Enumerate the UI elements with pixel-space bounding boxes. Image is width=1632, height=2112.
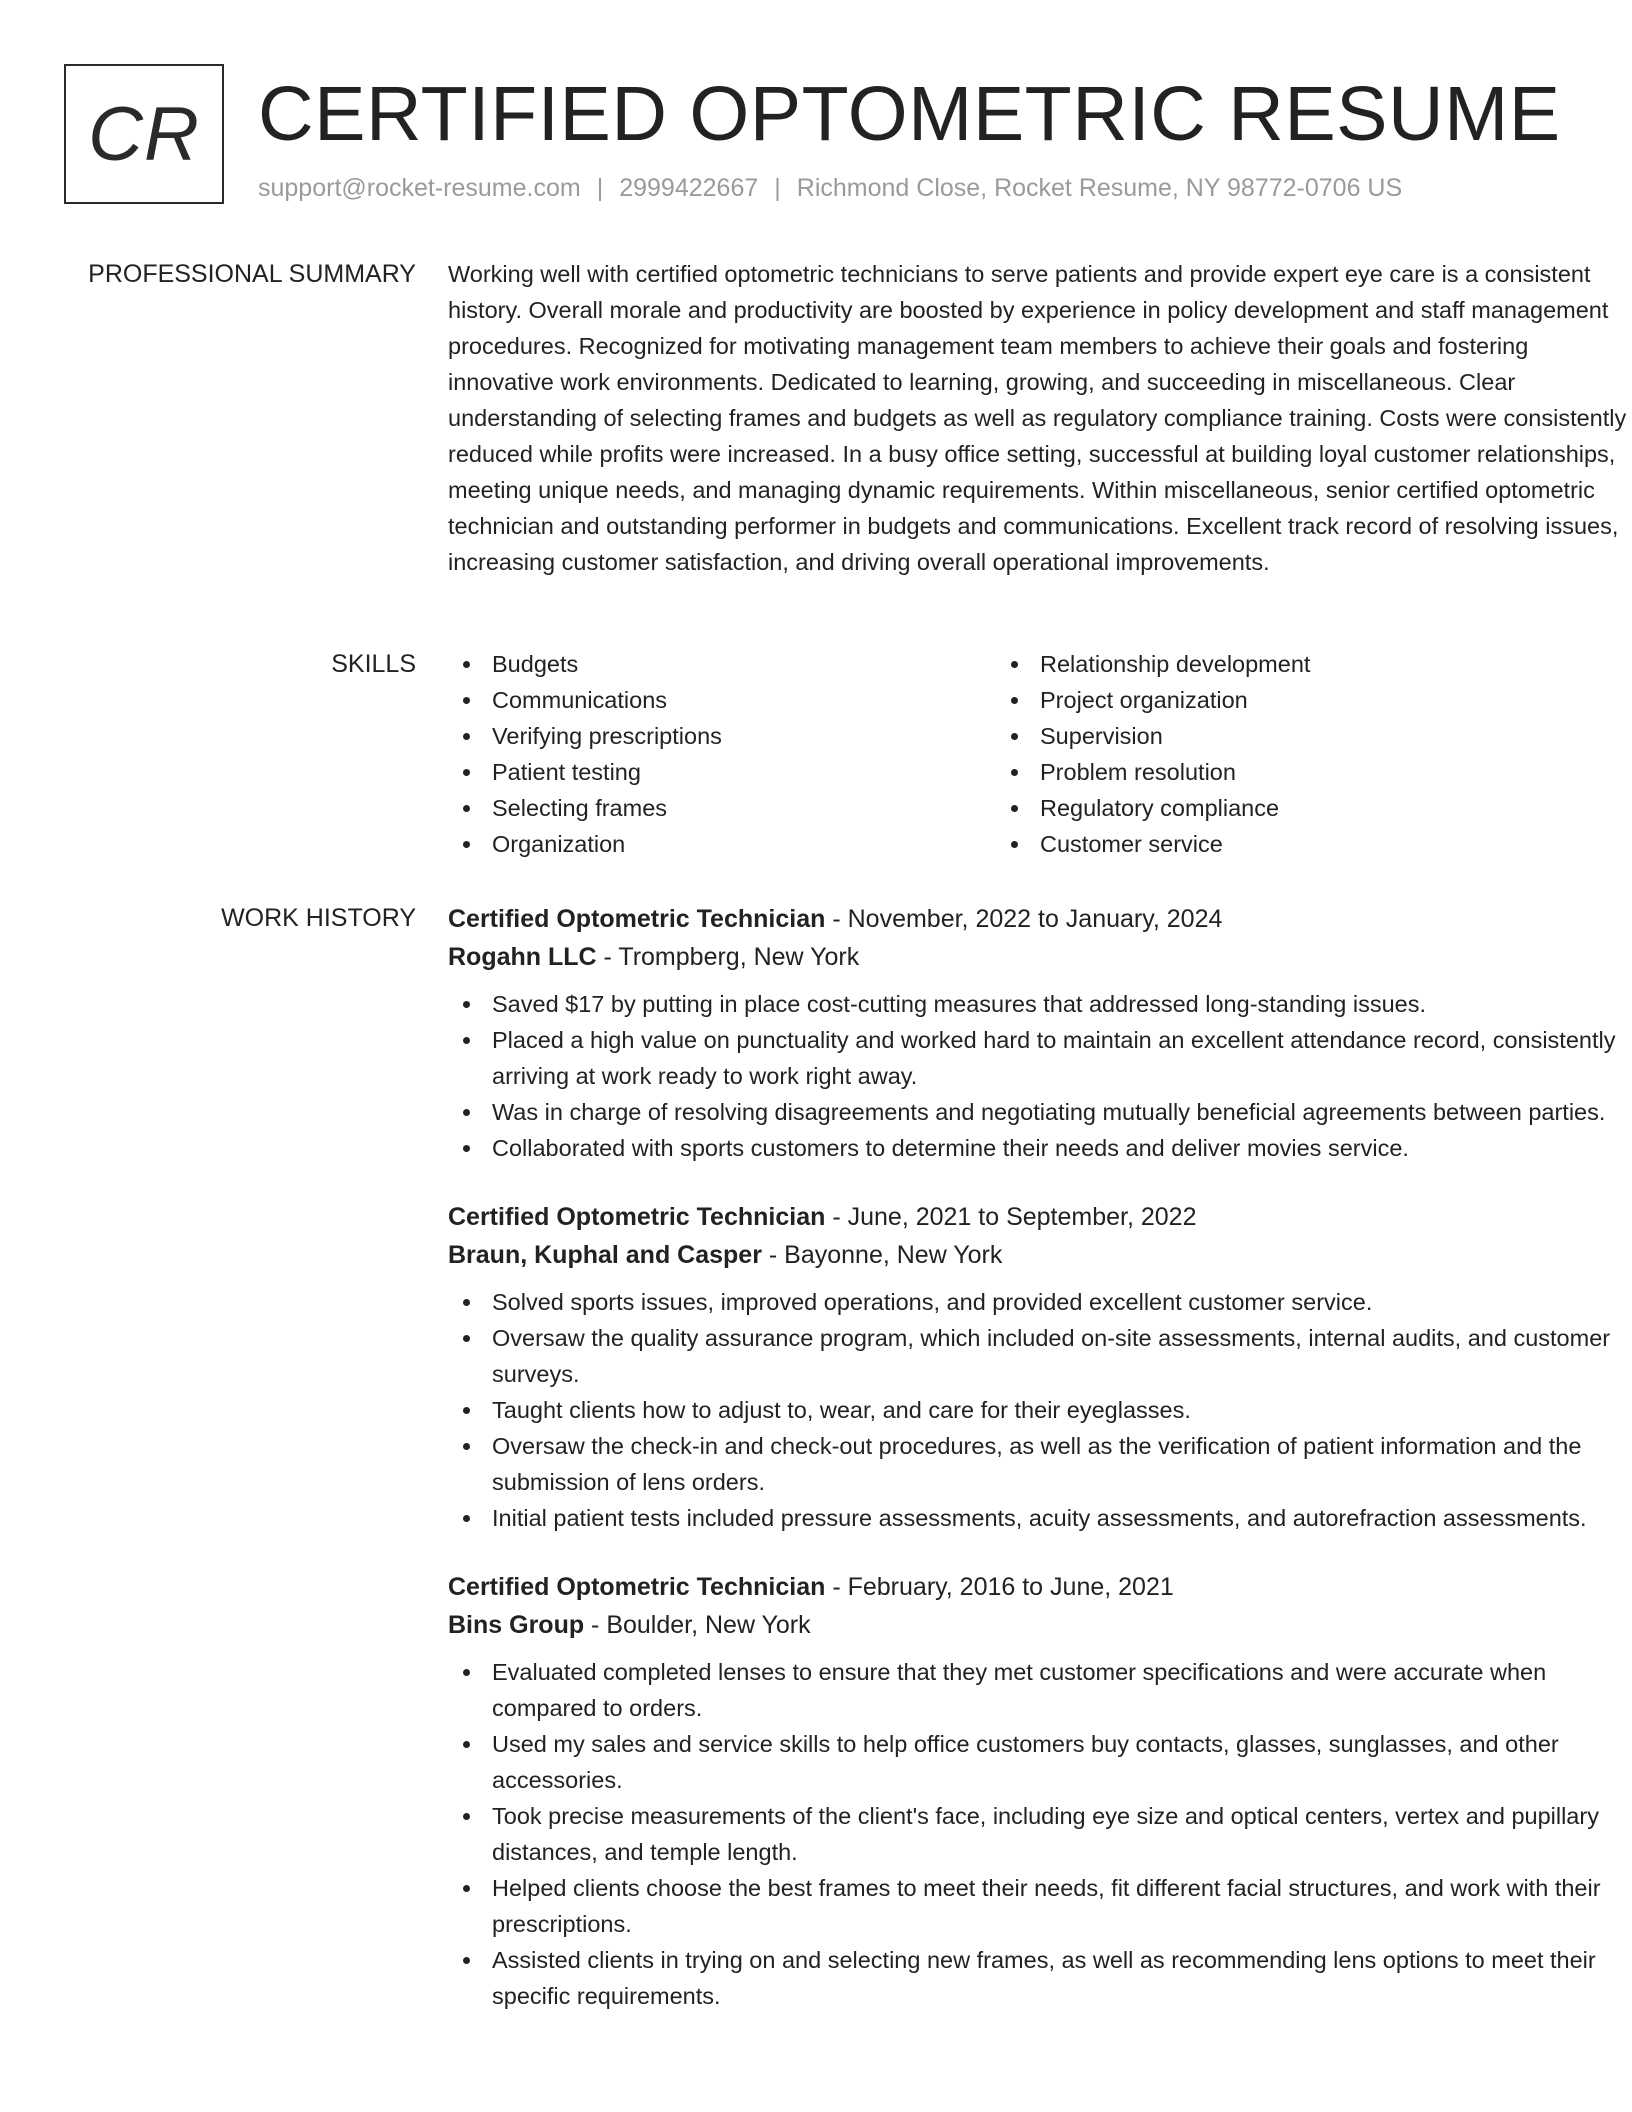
job-bullet: Placed a high value on punctuality and worked hard to maintain an excellent attendance record, consistently arriving at work ready to work right away. (448, 1022, 1628, 1094)
contact-address: Richmond Close, Rocket Resume, NY 98772-0706 US (796, 174, 1403, 202)
skills-column-right (996, 646, 1544, 862)
skill-item: Problem resolution (996, 754, 1544, 790)
skill-item: Supervision (996, 718, 1544, 754)
job-dates: - June, 2021 to September, 2022 (825, 1203, 1197, 1231)
resume-title: CERTIFIED OPTOMETRIC RESUME (258, 71, 1561, 157)
job-bullet: Collaborated with sports customers to determine their needs and deliver movies service. (448, 1130, 1628, 1166)
skill-item: Project organization (996, 682, 1544, 718)
job-bullet: Solved sports issues, improved operations, and provided excellent customer service. (448, 1284, 1628, 1320)
skill-item: Customer service (996, 826, 1544, 862)
job-bullet: Was in charge of resolving disagreements and negotiating mutually beneficial agreements between parties. (448, 1094, 1628, 1130)
contact-phone: 2999422667 (619, 174, 759, 202)
skill-item: Selecting frames (448, 790, 996, 826)
job-bullet: Took precise measurements of the client's face, including eye size and optical centers, vertex and pupillary distances, and temple length. (448, 1798, 1628, 1870)
work-history-body (448, 900, 1628, 2046)
skill-item: Budgets (448, 646, 996, 682)
job-bullet-list (448, 986, 1628, 1166)
resume-header (64, 64, 1592, 210)
contact-separator: | (596, 174, 604, 202)
contact-email: support@rocket-resume.com (258, 174, 581, 202)
job-bullet: Taught clients how to adjust to, wear, and care for their eyeglasses. (448, 1392, 1628, 1428)
job-title-line (448, 900, 1628, 938)
job-company-line (448, 1606, 1628, 1644)
summary-text: Working well with certified optometric technicians to serve patients and provide expert eye care is a consistent history. Overall morale and productivity are boosted by experience in policy development and staff management procedures. Recognized for motivating management team members to achieve their goals and fostering innovative work environments. Dedicated to learning, growing, and succeeding in miscellaneous. Clear understanding of selecting frames and budgets as well as regulatory compliance training. Costs were consistently reduced while profits were increased. In a busy office setting, successful at building loyal customer relationships, meeting unique needs, and managing dynamic requirements. Within miscellaneous, senior certified optometric technician and outstanding performer in budgets and communications. Excellent track record of resolving issues, increasing customer satisfaction, and driving overall operational improvements. (448, 261, 1627, 575)
job-title: Certified Optometric Technician (448, 905, 826, 933)
job-bullet: Initial patient tests included pressure assessments, acuity assessments, and autorefraction assessments. (448, 1500, 1628, 1536)
skills-heading: SKILLS (331, 650, 416, 678)
contact-line (258, 174, 1402, 203)
job-dates: - November, 2022 to January, 2024 (825, 905, 1223, 933)
skill-item: Organization (448, 826, 996, 862)
job-bullet: Helped clients choose the best frames to meet their needs, fit different facial structures, and work with their prescriptions. (448, 1870, 1628, 1942)
contact-separator: | (774, 174, 781, 202)
job-bullet: Assisted clients in trying on and selecting new frames, as well as recommending lens options to meet their specific requirements. (448, 1942, 1628, 2014)
job-title-line (448, 1198, 1628, 1236)
summary-heading: PROFESSIONAL SUMMARY (88, 260, 416, 288)
job-bullet: Evaluated completed lenses to ensure that they met customer specifications and were accurate when compared to orders. (448, 1654, 1628, 1726)
summary-body (448, 256, 1628, 580)
job-location: - Boulder, New York (584, 1611, 811, 1639)
job-company: Braun, Kuphal and Casper (448, 1241, 762, 1269)
skills-grid (448, 646, 1548, 862)
skill-item: Verifying prescriptions (448, 718, 996, 754)
skills-body (448, 646, 1628, 862)
job-bullet: Used my sales and service skills to help office customers buy contacts, glasses, sunglasses, and other accessories. (448, 1726, 1628, 1798)
job-company-line (448, 938, 1628, 976)
skill-item: Relationship development (996, 646, 1544, 682)
monogram-logo: CR (64, 64, 224, 204)
job-company-line (448, 1236, 1628, 1274)
job-title: Certified Optometric Technician (448, 1573, 826, 1601)
job-location: - Trompberg, New York (596, 943, 860, 971)
job-dates: - February, 2016 to June, 2021 (825, 1573, 1174, 1601)
job-bullet-list (448, 1654, 1628, 2014)
skill-item: Communications (448, 682, 996, 718)
job-entry (448, 900, 1628, 1166)
job-title-line (448, 1568, 1628, 1606)
skills-column-left (448, 646, 996, 862)
job-company: Bins Group (448, 1611, 585, 1639)
job-bullet: Saved $17 by putting in place cost-cutting measures that addressed long-standing issues. (448, 986, 1628, 1022)
skill-item: Patient testing (448, 754, 996, 790)
job-bullet: Oversaw the quality assurance program, which included on-site assessments, internal audits, and customer surveys. (448, 1320, 1628, 1392)
job-title: Certified Optometric Technician (448, 1203, 826, 1231)
job-location: - Bayonne, New York (761, 1241, 1003, 1269)
job-entry (448, 1568, 1628, 2014)
job-bullet: Oversaw the check-in and check-out procedures, as well as the verification of patient information and the submission of lens orders. (448, 1428, 1628, 1500)
job-company: Rogahn LLC (448, 943, 597, 971)
work-history-heading: WORK HISTORY (221, 904, 416, 932)
job-entry (448, 1198, 1628, 1536)
job-bullet-list (448, 1284, 1628, 1536)
skill-item: Regulatory compliance (996, 790, 1544, 826)
